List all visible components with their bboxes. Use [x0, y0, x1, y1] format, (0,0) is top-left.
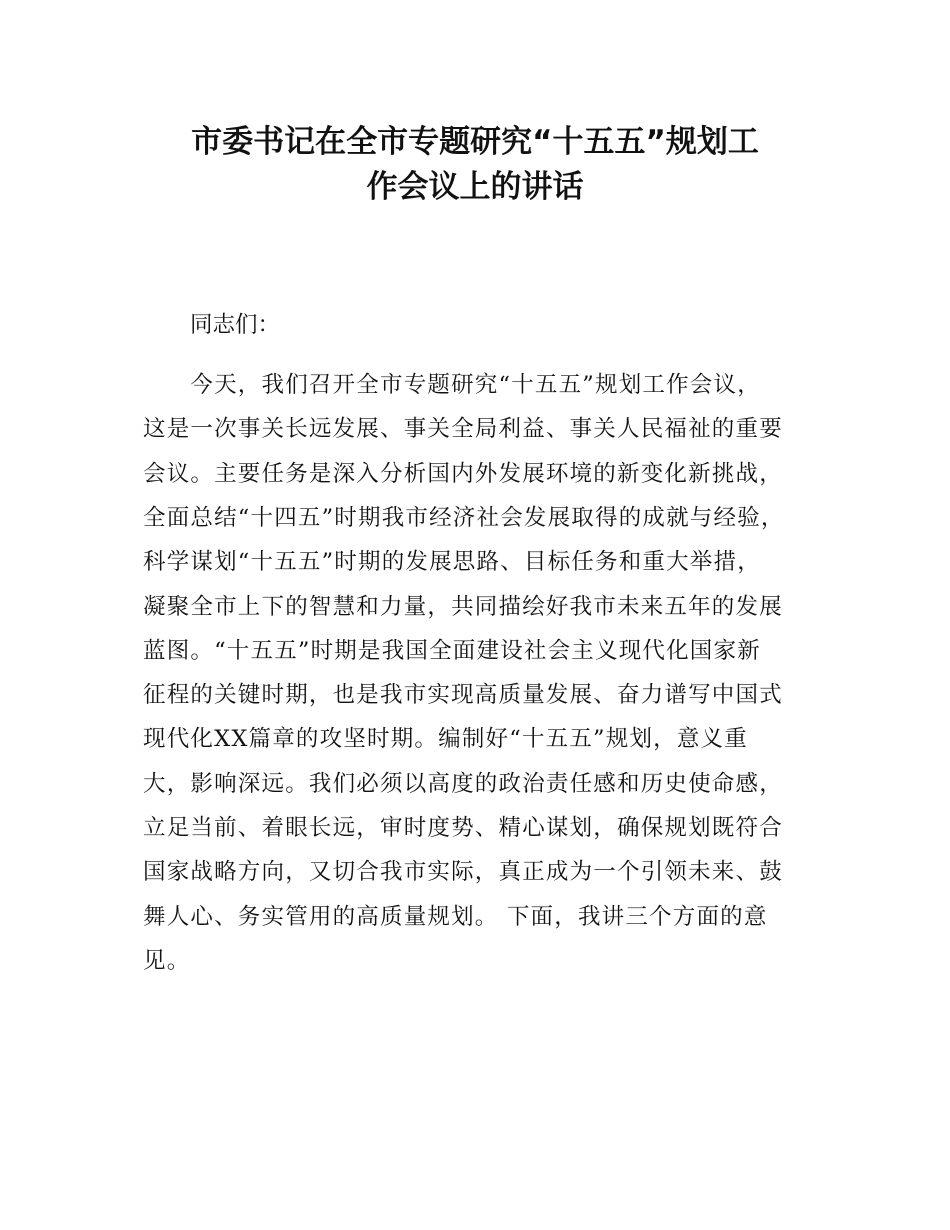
paragraph-line: 蓝图。“十五五”时期是我国全面建设社会主义现代化国家新	[143, 637, 761, 664]
document-title-line-1: 市委书记在全市专题研究“十五五”规划工	[191, 124, 759, 160]
paragraph-line: 全面总结“十四五”时期我市经济社会发展取得的成就与经验，	[143, 504, 785, 531]
paragraph-line: 见。	[143, 947, 191, 974]
paragraph-line: 舞人心、务实管用的高质量规划。 下面，我讲三个方面的意	[143, 903, 768, 930]
salutation: 同志们：	[190, 312, 281, 338]
document-title-line-2: 作会议上的讲话	[366, 169, 584, 205]
paragraph-line: 立足当前、着眼长远，审时度势、精心谋划，确保规划既符合	[143, 815, 783, 841]
paragraph-line: 科学谋划“十五五”时期的发展思路、目标任务和重大举措，	[143, 549, 761, 576]
paragraph-line: 征程的关键时期，也是我市实现高质量发展、奋力谱写中国式	[143, 682, 783, 709]
paragraph-line: 凝聚全市上下的智慧和力量，共同描绘好我市未来五年的发展	[143, 593, 783, 620]
paragraph-line: 今天，我们召开全市专题研究“十五五”规划工作会议，	[143, 372, 761, 398]
paragraph-line: 国家战略方向，又切合我市实际，真正成为一个引领未来、鼓	[143, 859, 783, 886]
paragraph-line: 会议。主要任务是深入分析国内外发展环境的新变化新挑战，	[143, 460, 783, 487]
paragraph-line: 大，影响深远。我们必须以高度的政治责任感和历史使命感，	[143, 770, 783, 797]
paragraph-line: 这是一次事关长远发展、事关全局利益、事关人民福祉的重要	[143, 416, 783, 443]
paragraph-line: 现代化XX篇章的攻坚时期。编制好“十五五”规划，意义重	[143, 726, 748, 753]
